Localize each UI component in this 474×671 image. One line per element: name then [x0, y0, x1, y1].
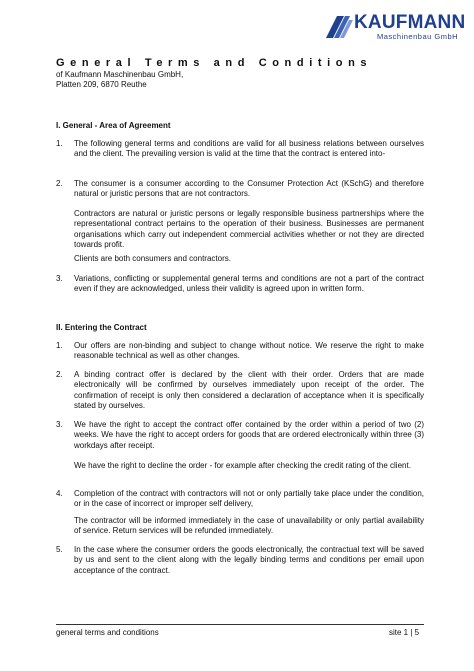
list-item-text: The following general terms and conditions are valid for all business relations between ourselves and the client. The prevailing version is valid at the time that the contract is entered into- [74, 139, 424, 159]
company-address-line1: of Kaufmann Maschinenbau GmbH, [56, 70, 184, 79]
list-item-paragraph: Clients are both consumers and contractors. [74, 254, 231, 263]
list-item-number: 2. [56, 179, 63, 188]
list-item-number: 1. [56, 341, 63, 350]
list-item-number: 1. [56, 139, 63, 148]
company-address-line2: Platten 209, 6870 Reuthe [56, 80, 147, 89]
company-logo [324, 12, 466, 41]
list-item-paragraph: Contractors are natural or juristic persons or legally responsible business partnerships where the representational contract pertains to the operation of their business. Businesses are permanent organisations which carry out independent commercial activities whether or not they are directed towards profit. [74, 209, 424, 250]
list-item-text: In the case where the consumer orders the goods electronically, the contractual text will be saved by us and sent to the client along with the legally binding terms and conditions per email upon acceptance of the contract. [74, 545, 424, 575]
list-item-number: 3. [56, 420, 63, 429]
kaufmann-logo-mark-icon [324, 14, 354, 40]
list-item-paragraph: The contractor will be informed immediately in the case of unavailability or only partial availability of service. Return services will be refunded immediately. [74, 516, 424, 536]
logo-subtitle: Maschinenbau GmbH [377, 32, 459, 41]
list-item-number: 4. [56, 489, 63, 498]
page-number: site 1 | 5 [389, 628, 420, 637]
section-heading-general: I. General - Area of Agreement [56, 121, 171, 130]
list-item-text: We have the right to accept the contract offer contained by the order within a period of two (2) weeks. We have the right to accept orders for goods that are ordered electronically within three (3) workdays after receipt. [74, 420, 424, 450]
list-item-text: Our offers are non-binding and subject to change without notice. We reserve the right to make reasonable technical as well as other changes. [74, 341, 424, 361]
logo-name: KAUFMANN [354, 12, 466, 33]
section-heading-contract: II. Entering the Contract [56, 323, 147, 332]
list-item-text: Variations, conflicting or supplemental general terms and conditions are not a part of the contract even if they are acknowledged, unless their validity is agreed upon in written form. [74, 274, 424, 294]
list-item-number: 3. [56, 274, 63, 283]
footer-title: general terms and conditions [56, 628, 159, 637]
document-title: General Terms and Conditions [56, 57, 373, 69]
list-item-number: 2. [56, 370, 63, 379]
list-item-text: A binding contract offer is declared by the client with their order. Orders that are made electronically will be confirmed by ourselves immediately upon receipt of the order. The confirmation of receipt is only then considered a declaration of acceptance when it is specifically stated by ourselves. [74, 370, 424, 411]
list-item-text: Completion of the contract with contractors will not or only partially take place under the condition, or in the case of incorrect or improper self delivery, [74, 489, 424, 509]
list-item-paragraph: We have the right to decline the order - for example after checking the credit rating of the client. [74, 461, 411, 470]
list-item-number: 5. [56, 545, 63, 554]
footer-divider [56, 624, 424, 625]
list-item-text: The consumer is a consumer according to the Consumer Protection Act (KSchG) and therefore natural or juristic persons that are not contractors. [74, 179, 424, 199]
